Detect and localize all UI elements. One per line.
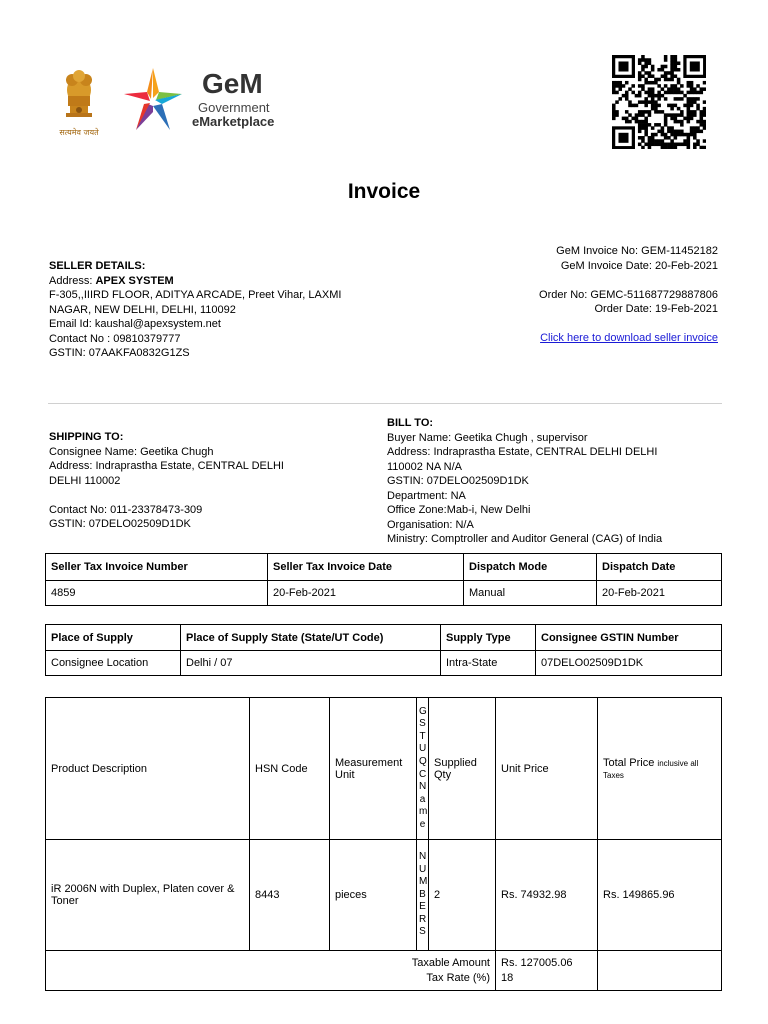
gem-logo-line1: Government bbox=[198, 100, 270, 115]
billing-address-line2: 110002 NA N/A bbox=[387, 460, 463, 473]
supply-header-cell: Place of Supply bbox=[46, 625, 181, 651]
product-cell: 8443 bbox=[250, 840, 330, 951]
dispatch-header-cell: Seller Tax Invoice Date bbox=[268, 554, 464, 581]
gst-uqc-header: GSTUQCName bbox=[419, 705, 428, 830]
product-header-cell bbox=[598, 698, 722, 840]
seller-gstin: GSTIN: 07AAKFA0832G1ZS bbox=[49, 347, 190, 359]
total-price-header: Total Price bbox=[603, 756, 655, 769]
gem-invoice-no: GeM Invoice No: GEM-11452182 bbox=[556, 245, 718, 257]
supply-header-row bbox=[46, 625, 722, 651]
national-emblem bbox=[48, 66, 110, 137]
buyer-name: Buyer Name: Geetika Chugh , supervisor bbox=[387, 431, 588, 444]
product-header-cell bbox=[417, 698, 429, 840]
supply-header-cell: Place of Supply State (State/UT Code) bbox=[181, 625, 441, 651]
product-header-row bbox=[46, 698, 722, 840]
taxable-amount-label: Taxable Amount bbox=[411, 957, 490, 969]
dispatch-header-cell: Seller Tax Invoice Number bbox=[46, 554, 268, 581]
seller-address-line1: F-305,,IIIRD FLOOR, ADITYA ARCADE, Preet Vihar, LAXMI bbox=[49, 289, 342, 301]
tax-rate-label: Tax Rate (%) bbox=[426, 972, 490, 984]
product-cell: iR 2006N with Duplex, Platen cover & Toner bbox=[46, 840, 250, 951]
supply-cell: 07DELO02509D1DK bbox=[536, 651, 722, 676]
dispatch-table bbox=[45, 553, 722, 606]
total-price-note: inclusive all Taxes bbox=[603, 758, 699, 780]
shipping-address-line2: DELHI 110002 bbox=[49, 474, 121, 487]
supply-table bbox=[45, 624, 722, 676]
product-cell: Rs. 149865.96 bbox=[598, 840, 722, 951]
seller-details-section bbox=[49, 259, 341, 361]
gem-star-icon bbox=[122, 66, 184, 134]
billing-section bbox=[387, 416, 662, 547]
dispatch-cell: 20-Feb-2021 bbox=[268, 581, 464, 606]
gem-logo bbox=[122, 66, 292, 136]
billing-ministry: Ministry: Comptroller and Auditor General (CAG) of India bbox=[387, 533, 663, 545]
emblem-icon bbox=[48, 66, 110, 122]
section-divider bbox=[48, 403, 722, 404]
dispatch-header-cell: Dispatch Mode bbox=[464, 554, 597, 581]
dispatch-header-row bbox=[46, 554, 722, 581]
shipping-gstin: GSTIN: 07DELO02509D1DK bbox=[49, 518, 191, 530]
shipping-heading: SHIPPING TO: bbox=[49, 431, 124, 443]
seller-heading: SELLER DETAILS: bbox=[49, 260, 146, 272]
emblem-motto: सत्यमेव जयते bbox=[59, 128, 99, 137]
order-date: Order Date: 19-Feb-2021 bbox=[594, 303, 718, 315]
product-cell: Rs. 74932.98 bbox=[496, 840, 598, 951]
qr-code bbox=[612, 55, 706, 149]
supply-cell: Consignee Location bbox=[46, 651, 181, 676]
seller-email: Email Id: kaushal@apexsystem.net bbox=[49, 318, 221, 330]
seller-address-label: Address: bbox=[49, 274, 96, 287]
billing-office-zone: Office Zone:Mab-i, New Delhi bbox=[387, 504, 531, 516]
seller-name: APEX SYSTEM bbox=[95, 274, 174, 287]
product-header-cell: Supplied Qty bbox=[429, 698, 496, 840]
supply-header-cell: Consignee GSTIN Number bbox=[536, 625, 722, 651]
product-header-cell: Measurement Unit bbox=[330, 698, 417, 840]
supply-header-cell: Supply Type bbox=[441, 625, 536, 651]
billing-organisation: Organisation: N/A bbox=[387, 518, 474, 531]
shipping-contact: Contact No: 011-23378473-309 bbox=[49, 503, 203, 516]
dispatch-data-row bbox=[46, 581, 722, 606]
product-cell bbox=[417, 840, 429, 951]
gem-logo-word: GeM bbox=[202, 68, 263, 99]
billing-heading: BILL TO: bbox=[387, 417, 434, 429]
gem-invoice-date: GeM Invoice Date: 20-Feb-2021 bbox=[560, 259, 718, 272]
dispatch-cell: 20-Feb-2021 bbox=[597, 581, 722, 606]
dispatch-cell: 4859 bbox=[46, 581, 268, 606]
page-title: Invoice bbox=[347, 180, 421, 203]
product-summary-row bbox=[46, 951, 722, 991]
seller-contact: Contact No : 09810379777 bbox=[49, 332, 181, 345]
seller-name-line bbox=[49, 274, 341, 289]
shipping-section bbox=[49, 430, 284, 532]
download-seller-invoice-link[interactable]: Click here to download seller invoice bbox=[540, 332, 718, 344]
supply-cell: Delhi / 07 bbox=[181, 651, 441, 676]
consignee-name: Consignee Name: Geetika Chugh bbox=[49, 445, 214, 458]
order-no: Order No: GEMC-511687729887806 bbox=[539, 288, 718, 301]
summary-empty-cell bbox=[598, 951, 722, 991]
gst-uqc-value: NUMBERS bbox=[419, 850, 428, 938]
supply-data-row bbox=[46, 651, 722, 676]
dispatch-header-cell: Dispatch Date bbox=[597, 554, 722, 581]
dispatch-cell: Manual bbox=[464, 581, 597, 606]
billing-gstin: GSTIN: 07DELO02509D1DK bbox=[387, 475, 529, 487]
summary-values bbox=[496, 951, 598, 991]
billing-department: Department: NA bbox=[387, 489, 466, 502]
billing-address-line1: Address: Indraprastha Estate, CENTRAL DELHI DELHI bbox=[387, 446, 658, 458]
product-cell: pieces bbox=[330, 840, 417, 951]
invoice-meta-section bbox=[539, 244, 718, 346]
product-header-cell: Unit Price bbox=[496, 698, 598, 840]
product-data-row bbox=[46, 840, 722, 951]
product-cell: 2 bbox=[429, 840, 496, 951]
supply-cell: Intra-State bbox=[441, 651, 536, 676]
summary-labels bbox=[46, 951, 496, 991]
taxable-amount-value: Rs. 127005.06 bbox=[501, 957, 573, 969]
product-header-cell: Product Description bbox=[46, 698, 250, 840]
gem-logo-line2: eMarketplace bbox=[192, 114, 275, 129]
shipping-address-line1: Address: Indraprastha Estate, CENTRAL DELHI bbox=[49, 460, 284, 472]
product-header-cell: HSN Code bbox=[250, 698, 330, 840]
tax-rate-value: 18 bbox=[501, 972, 514, 984]
seller-address-line2: NAGAR, NEW DELHI, DELHI, 110092 bbox=[49, 303, 236, 316]
product-table bbox=[45, 697, 722, 991]
